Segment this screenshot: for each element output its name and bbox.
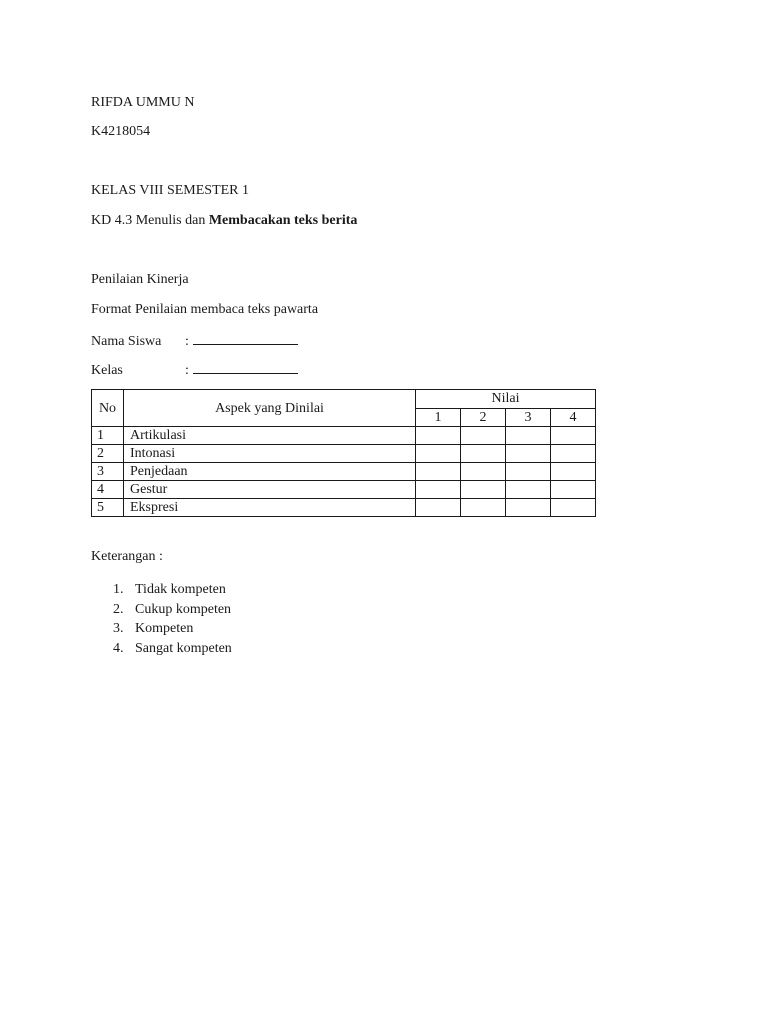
list-text: Kompeten xyxy=(135,621,194,636)
table-row xyxy=(92,499,596,517)
list-text: Sangat kompeten xyxy=(135,640,232,656)
student-name: RIFDA UMMU N xyxy=(91,95,195,110)
score-cell[interactable] xyxy=(416,427,461,445)
table-row xyxy=(92,445,596,463)
table-row xyxy=(92,427,596,445)
field-colon: : xyxy=(185,334,189,349)
competency-prefix: KD 4.3 Menulis dan xyxy=(91,213,209,228)
student-id: K4218054 xyxy=(91,124,151,139)
field-nama-siswa xyxy=(91,331,298,351)
list-item xyxy=(113,619,232,639)
score-level-header: 1 xyxy=(416,408,461,427)
row-number: 4 xyxy=(92,481,124,499)
table-row xyxy=(92,481,596,499)
keterangan-title: Keterangan : xyxy=(91,549,163,564)
assessment-title: Penilaian Kinerja xyxy=(91,272,189,287)
score-cell[interactable] xyxy=(551,427,596,445)
list-number: 1. xyxy=(113,582,124,597)
list-number: 3. xyxy=(113,621,124,636)
nama-siswa-blank[interactable] xyxy=(193,331,298,345)
score-cell[interactable] xyxy=(551,499,596,517)
score-cell[interactable] xyxy=(461,445,506,463)
field-kelas xyxy=(91,360,298,380)
score-cell[interactable] xyxy=(506,499,551,517)
class-semester: KELAS VIII SEMESTER 1 xyxy=(91,183,250,198)
score-cell[interactable] xyxy=(416,463,461,481)
row-number: 1 xyxy=(92,427,124,445)
score-cell[interactable] xyxy=(551,481,596,499)
competency-line xyxy=(91,212,357,230)
row-number: 5 xyxy=(92,499,124,517)
keterangan-list xyxy=(113,580,232,658)
table-row xyxy=(92,463,596,481)
list-text: Tidak kompeten xyxy=(135,582,226,597)
header-aspek: Aspek yang Dinilai xyxy=(124,390,416,427)
field-label: Kelas xyxy=(91,363,123,378)
header-no: No xyxy=(92,390,124,427)
score-cell[interactable] xyxy=(551,463,596,481)
score-cell[interactable] xyxy=(506,445,551,463)
score-cell[interactable] xyxy=(506,463,551,481)
field-colon: : xyxy=(185,363,189,378)
row-aspect: Penjedaan xyxy=(124,463,416,481)
score-cell[interactable] xyxy=(461,481,506,499)
score-cell[interactable] xyxy=(416,481,461,499)
row-aspect: Intonasi xyxy=(124,445,416,463)
table-header-row xyxy=(92,390,596,409)
kelas-blank[interactable] xyxy=(193,360,298,374)
list-item xyxy=(113,580,232,600)
assessment-table xyxy=(91,389,596,517)
score-cell[interactable] xyxy=(506,427,551,445)
list-text: Cukup kompeten xyxy=(135,601,232,617)
score-cell[interactable] xyxy=(551,445,596,463)
assessment-format: Format Penilaian membaca teks pawarta xyxy=(91,302,319,317)
score-cell[interactable] xyxy=(506,481,551,499)
row-aspect: Ekspresi xyxy=(124,499,416,517)
list-item xyxy=(113,600,232,620)
score-cell[interactable] xyxy=(461,427,506,445)
score-level-header: 2 xyxy=(461,408,506,427)
row-aspect: Artikulasi xyxy=(124,427,416,445)
score-cell[interactable] xyxy=(461,499,506,517)
row-number: 2 xyxy=(92,445,124,463)
list-number: 2. xyxy=(113,601,124,617)
list-number: 4. xyxy=(113,640,124,656)
row-number: 3 xyxy=(92,463,124,481)
header-nilai: Nilai xyxy=(416,390,596,409)
row-aspect: Gestur xyxy=(124,481,416,499)
list-item xyxy=(113,639,232,659)
score-cell[interactable] xyxy=(416,445,461,463)
competency-bold: Membacakan teks berita xyxy=(208,213,358,228)
score-level-header: 4 xyxy=(551,408,596,427)
field-label: Nama Siswa xyxy=(91,334,162,349)
score-cell[interactable] xyxy=(461,463,506,481)
score-level-header: 3 xyxy=(506,408,551,427)
score-cell[interactable] xyxy=(416,499,461,517)
